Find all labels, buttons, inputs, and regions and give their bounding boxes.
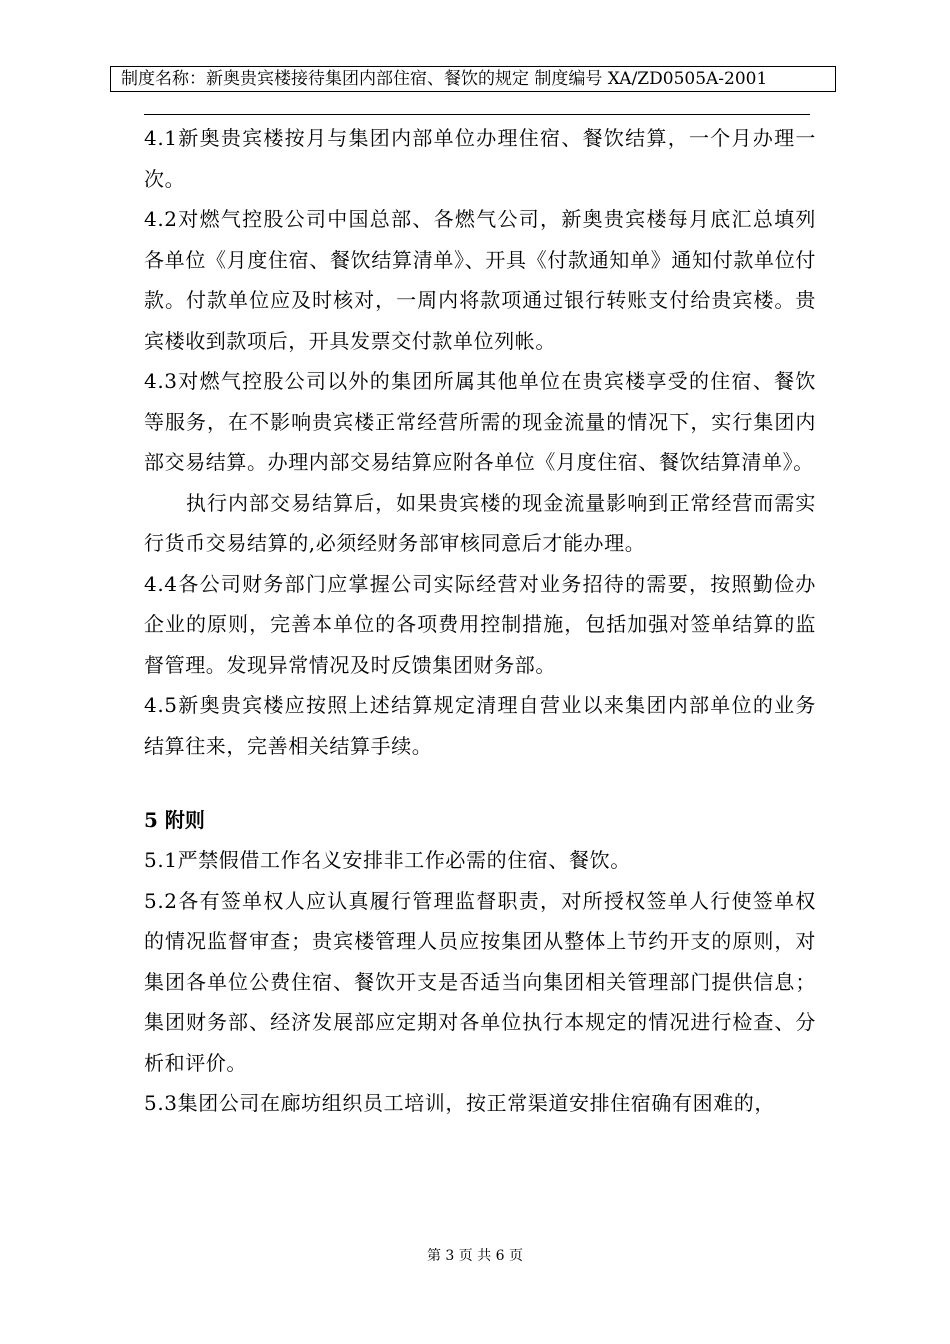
page-number: 第 3 页 共 6 页: [426, 1248, 524, 1264]
paragraph-4-2: 4.2对燃气控股公司中国总部、各燃气公司，新奥贵宾楼每月底汇总填列各单位《月度住宿、餐饮结算清单》、开具《付款通知单》通知付款单位付款。付款单位应及时核对，一周内将款项通过银行转账支付给贵宾楼。贵宾楼收到款项后，开具发票交付款单位列帐。: [144, 207, 816, 353]
section-5-heading: 5 附则: [144, 808, 205, 832]
paragraph-4-1: 4.1新奥贵宾楼按月与集团内部单位办理住宿、餐饮结算，一个月办理一次。: [144, 126, 816, 191]
page-footer: [0, 1245, 950, 1265]
paragraph-5-2: 5.2各有签单权人应认真履行管理监督职责，对所授权签单人行使签单权的情况监督审查；贵宾楼管理人员应按集团从整体上节约开支的原则，对集团各单位公费住宿、餐饮开支是否适当向集团相关管理部门提供信息；集团财务部、经济发展部应定期对各单位执行本规定的情况进行检查、分析和评价。: [144, 888, 816, 1075]
header-rule: [144, 114, 810, 115]
document-header: [110, 66, 836, 92]
paragraph-4-3-note: 执行内部交易结算后，如果贵宾楼的现金流量影响到正常经营而需实行货币交易结算的,必须经财务部审核同意后才能办理。: [144, 490, 816, 555]
paragraph-4-5: 4.5新奥贵宾楼应按照上述结算规定清理自营业以来集团内部单位的业务结算往来，完善相关结算手续。: [144, 693, 816, 758]
paragraph-4-4: 4.4各公司财务部门应掌握公司实际经营对业务招待的需要，按照勤俭办企业的原则，完善本单位的各项费用控制措施，包括加强对签单结算的监督管理。发现异常情况及时反馈集团财务部。: [144, 571, 816, 677]
header-text: 制度名称：新奥贵宾楼接待集团内部住宿、餐饮的规定 制度编号 XA/ZD0505A-2001: [121, 69, 768, 89]
paragraph-5-1: 5.1严禁假借工作名义安排非工作必需的住宿、餐饮。: [144, 848, 631, 872]
paragraph-5-3: 5.3集团公司在廊坊组织员工培训，按正常渠道安排住宿确有困难的，: [144, 1091, 776, 1115]
document-body: [144, 118, 816, 1124]
paragraph-4-3: 4.3对燃气控股公司以外的集团所属其他单位在贵宾楼享受的住宿、餐饮等服务，在不影响贵宾楼正常经营所需的现金流量的情况下，实行集团内部交易结算。办理内部交易结算应附各单位《月度住宿、餐饮结算清单》。: [144, 369, 816, 474]
